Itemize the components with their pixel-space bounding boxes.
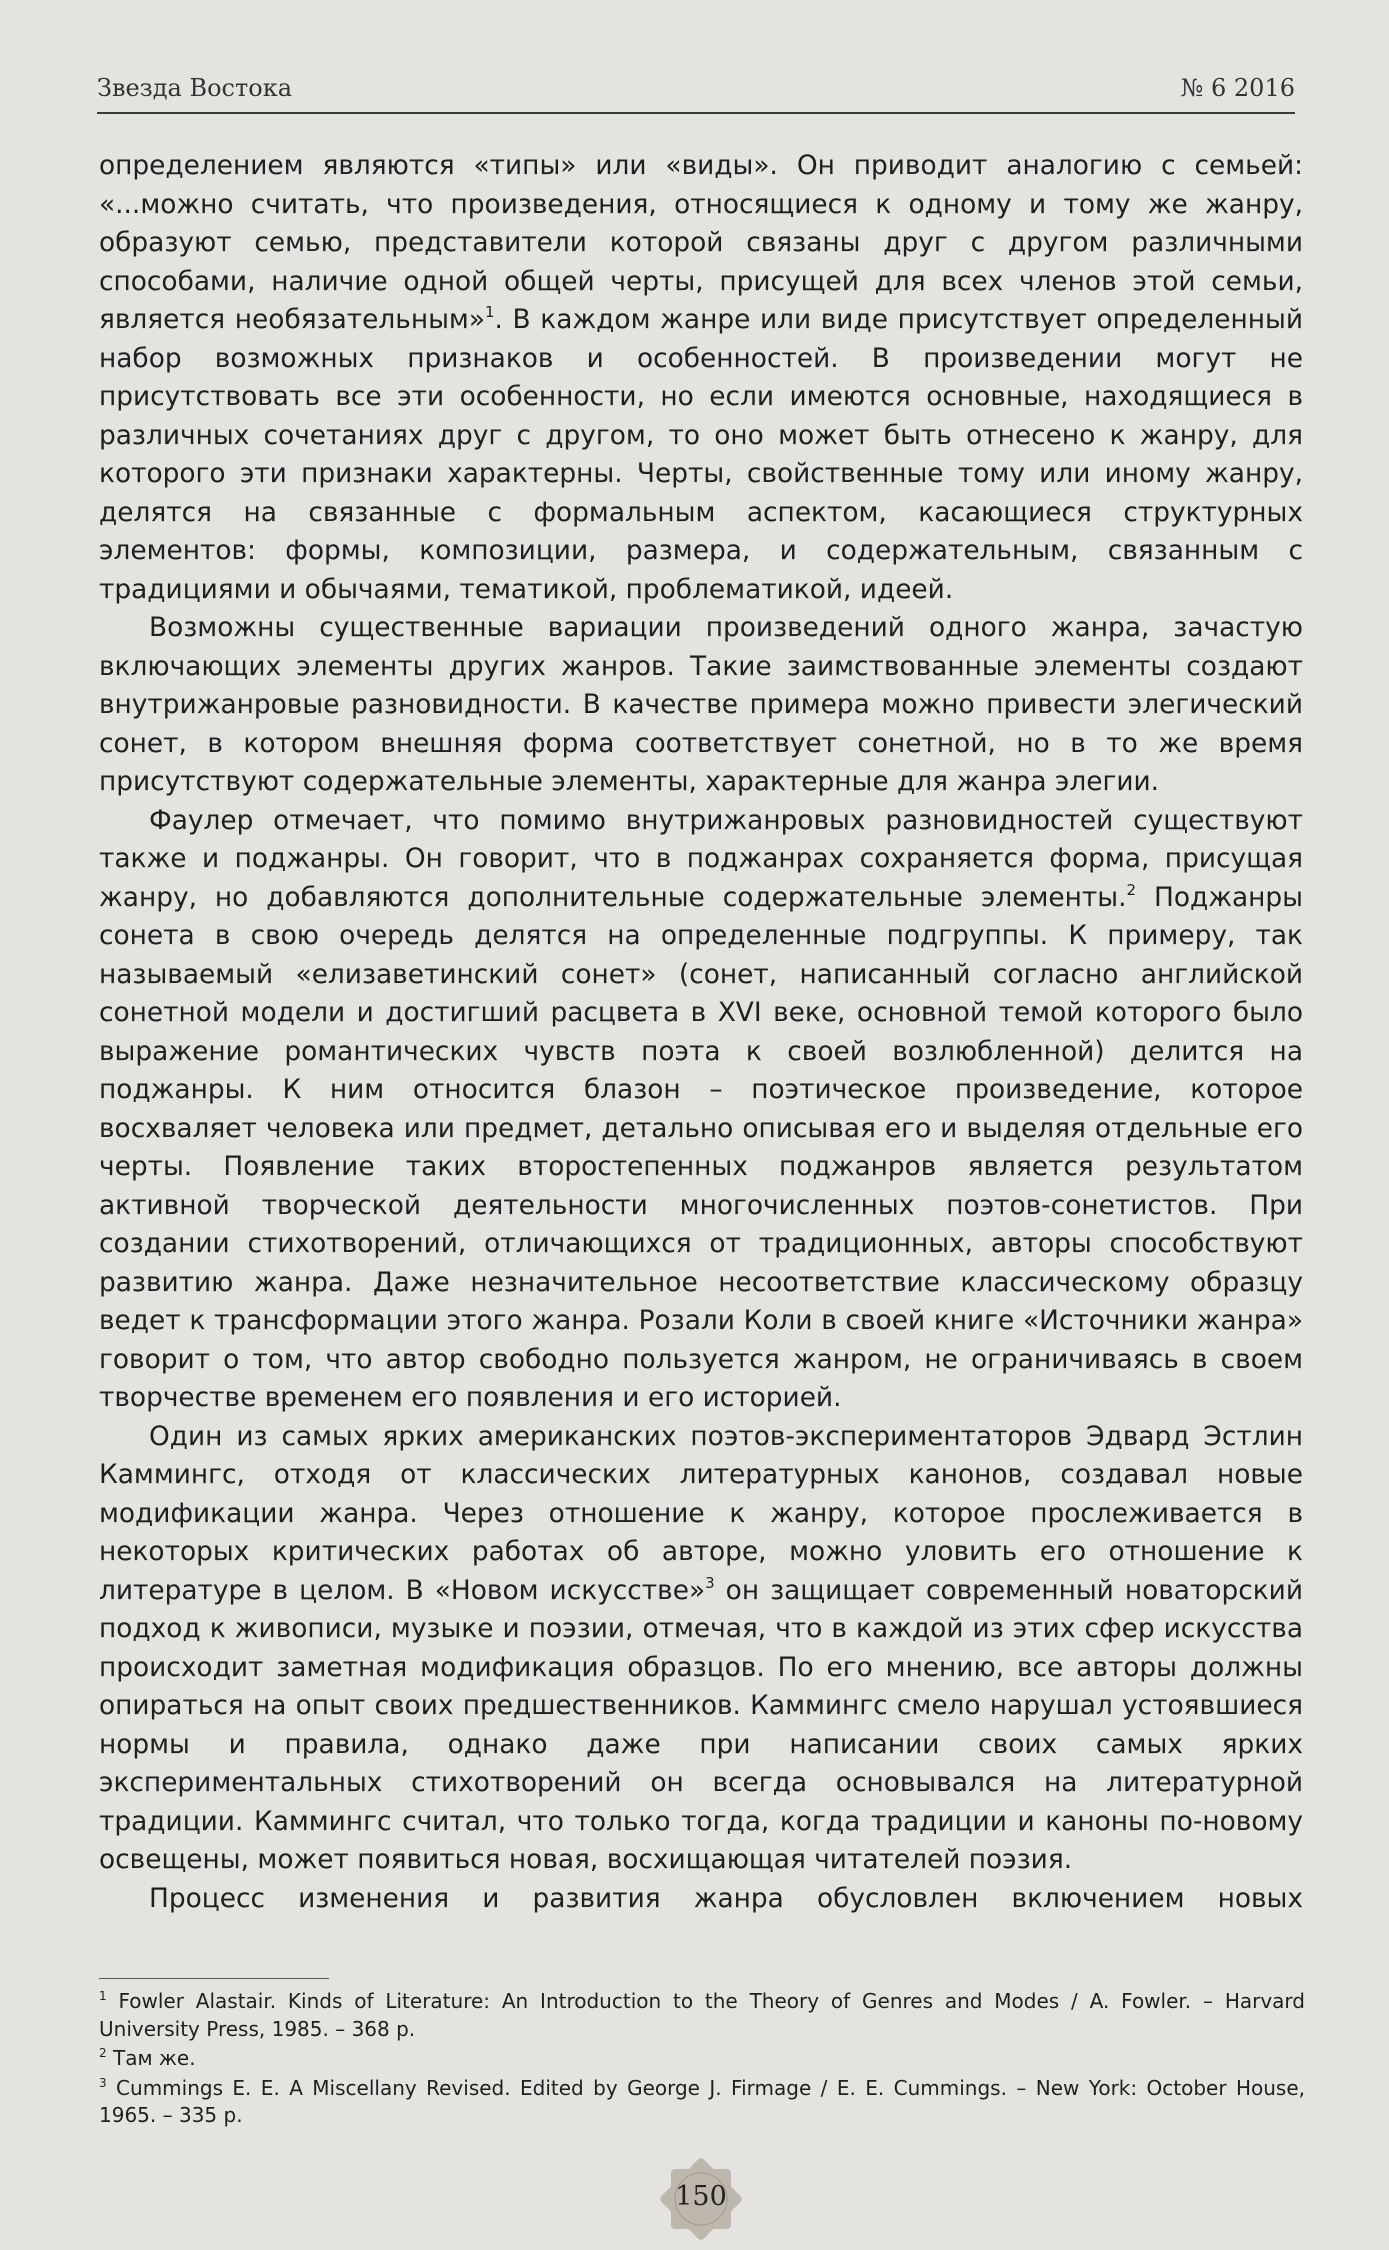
footnote-1 xyxy=(99,1988,1305,2043)
paragraph-text: Процесс изменения и развития жанра обусловлен включением новых xyxy=(149,1882,1303,1914)
page-number-badge xyxy=(653,2151,749,2247)
paragraph-3 xyxy=(99,802,1303,1418)
footnote-text: Cummings E. E. A Miscellany Revised. Edited by George J. Firmage / E. E. Cummings. – New York: October House, 1965. – 335 p. xyxy=(99,2075,1305,2127)
footnote-3 xyxy=(99,2075,1305,2130)
footnote-2 xyxy=(99,2045,1305,2073)
paragraph-text: он защищает современный новаторский подход к живописи, музыке и поэзии, отмечая, что в каждой из этих сфер искусства происходит заметная модификация образцов. По его мнению, все авторы должны опираться на опыт своих предшественников. Каммингс смело нарушал устоявшиеся нормы и правила, однако даже при написании своих самых ярких экспериментальных стихотворений он всегда основывался на литературной традиции. Каммингс считал, что только тогда, когда традиции и каноны по-новому освещены, может появиться новая, восхищающая читателей поэзия. xyxy=(99,1574,1303,1875)
issue-number: № 6 2016 xyxy=(1180,74,1295,102)
paragraph-text: определением являются «типы» или «виды». Он приводит аналогию с семьей: «...можно считать, что произведения, относящиеся к одному и тому же жанру, образуют семью, представители которой связаны друг с другом различными способами, наличие одной общей черты, присущей для всех членов этой семьи, является необязательным» xyxy=(99,150,1303,335)
footnote-divider xyxy=(99,1978,329,1979)
paragraph-text: Фаулер отмечает, что помимо внутрижанровых разновидностей существуют также и поджанры. Он говорит, что в поджанрах сохраняется форма, присущая жанру, но добавляются дополнительные содержательные элементы. xyxy=(99,804,1303,913)
footnote-ref: 3 xyxy=(705,1573,715,1592)
footnote-text: Там же. xyxy=(106,2046,196,2070)
footnote-mark: 1 xyxy=(99,1989,107,2003)
footnotes xyxy=(99,1988,1305,2132)
paragraph-5 xyxy=(99,1880,1303,1919)
footnote-text: Fowler Alastair. Kinds of Literature: An Introduction to the Theory of Genres and Modes / A. Fowler. – Harvard University Press, 1985. – 368 p. xyxy=(99,1989,1305,2041)
paragraph-4 xyxy=(99,1418,1303,1880)
paragraph-text: . В каждом жанре или виде присутствует определенный набор возможных признаков и особенностей. В произведении могут не присутствовать все эти особенности, но если имеются основные, находящиеся в различных сочетаниях друг с другом, то оно может быть отнесено к жанру, для которого эти признаки характерны. Черты, свойственные тому или иному жанру, делятся на связанные с формальным аспектом, касающиеся структурных элементов: формы, композиции, размера, и содержательным, связанным с традициями и обычаями, тематикой, проблематикой, идеей. xyxy=(99,304,1304,605)
paragraph-text: Один из самых ярких американских поэтов-экспериментаторов Эдвард Эстлин Каммингс, отходя от классических литературных канонов, создавал новые модификации жанра. Через отношение к жанру, которое прослеживается в некоторых критических работах об авторе, можно уловить его отношение к литературе в целом. В «Новом искусстве» xyxy=(99,1420,1303,1606)
footnote-mark: 3 xyxy=(99,2075,107,2090)
article-body xyxy=(99,147,1303,1918)
footnote-ref: 2 xyxy=(1126,880,1137,899)
page-number: 150 xyxy=(675,2181,727,2212)
footnote-ref: 1 xyxy=(484,303,495,321)
footnote-mark: 2 xyxy=(99,2046,107,2060)
paragraph-1 xyxy=(99,147,1303,609)
paragraph-2 xyxy=(99,609,1303,802)
journal-title: Звезда Востока xyxy=(97,74,293,102)
running-header xyxy=(97,72,1295,114)
paragraph-text: Поджанры сонета в свою очередь делятся на определенные подгруппы. К примеру, так называемый «елизаветинский сонет» (сонет, написанный согласно английской сонетной модели и достигший расцвета в XVI веке, основной темой которого было выражение романтических чувств поэта к своей возлюбленной) делится на поджанры. К ним относится блазон – поэтическое произведение, которое восхваляет человека или предмет, детально описывая его и выделяя отдельные его черты. Появление таких второстепенных поджанров является результатом активной творческой деятельности многочисленных поэтов-сонетистов. При создании стихотворений, отличающихся от традиционных, авторы способствуют развитию жанра. Даже незначительное несоответствие классическому образцу ведет к трансформации этого жанра. Розали Коли в своей книге «Источники жанра» говорит о том, что автор свободно пользуется жанром, не ограничиваясь в своем творчестве временем его появления и его историей. xyxy=(99,881,1303,1413)
paragraph-text: Возможны существенные вариации произведений одного жанра, зачастую включающих элементы других жанров. Такие заимствованные элементы создают внутрижанровые разновидности. В качестве примера можно привести элегический сонет, в котором внешняя форма соответствует сонетной, но в то же время присутствуют содержательные элементы, характерные для жанра элегии. xyxy=(99,612,1303,797)
